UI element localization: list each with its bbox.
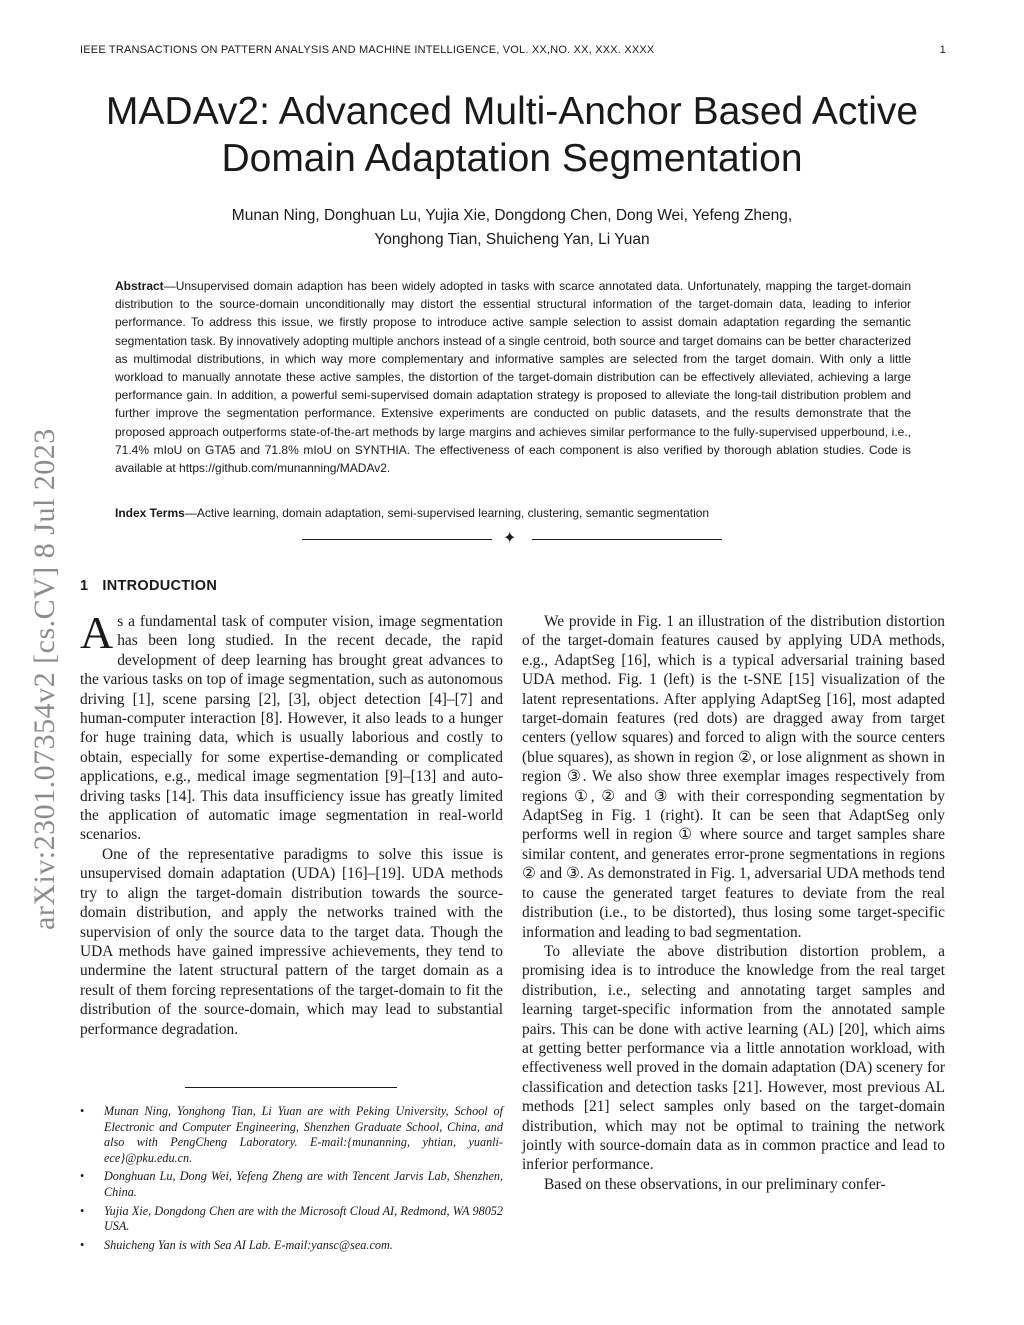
affiliation-footnotes bbox=[80, 1104, 503, 1256]
index-terms bbox=[115, 504, 911, 522]
arxiv-stamp: arXiv:2301.07354v2 [cs.CV] 8 Jul 2023 bbox=[28, 428, 61, 930]
footnote-item bbox=[80, 1238, 503, 1254]
authors-line-1: Munan Ning, Donghuan Lu, Yujia Xie, Dongdong Chen, Dong Wei, Yefeng Zheng, bbox=[231, 207, 793, 224]
footnote-item bbox=[80, 1104, 503, 1166]
footnote-item bbox=[80, 1169, 503, 1200]
section-divider bbox=[302, 529, 722, 549]
divider-line-left bbox=[302, 539, 492, 540]
right-column bbox=[522, 612, 945, 1194]
paper-title bbox=[60, 88, 964, 182]
index-terms-text: —Active learning, domain adaptation, semi-supervised learning, clustering, semantic segmentation bbox=[184, 506, 710, 520]
abstract bbox=[115, 277, 911, 477]
intro-paragraph-2: One of the representative paradigms to solve this issue is unsupervised domain adaptation (UDA) [16]–[19]. UDA methods try to align the target-domain distribution towards the source-domain distribution, and apply the networks trained with the supervision of only the source data to the target data. Though the UDA methods have gained impressive achievements, they tend to undermine the latent structural pattern of the target domain as a result of them forcing representations of the target-domain to fit the distribution of the source-domain, which may lead to substantial performance degradation. bbox=[80, 845, 503, 1038]
running-header bbox=[80, 44, 946, 62]
bullet-icon: • bbox=[80, 1203, 85, 1218]
section-title: INTRODUCTION bbox=[102, 578, 218, 594]
bullet-icon: • bbox=[80, 1169, 85, 1184]
footnote-item bbox=[80, 1204, 503, 1235]
author-list bbox=[60, 204, 964, 252]
divider-line-right bbox=[532, 539, 722, 540]
section-heading bbox=[80, 578, 217, 594]
intro-paragraph-5: Based on these observations, in our preliminary confer- bbox=[544, 1175, 886, 1193]
title-line-1: MADAv2: Advanced Multi-Anchor Based Active bbox=[105, 90, 919, 133]
drop-cap: A bbox=[80, 607, 114, 658]
divider-diamond-icon: ✦ bbox=[503, 530, 517, 547]
footnote-rule bbox=[185, 1087, 397, 1088]
abstract-label: Abstract bbox=[115, 279, 164, 293]
title-line-2: Domain Adaptation Segmentation bbox=[221, 137, 803, 180]
intro-paragraph-1 bbox=[80, 607, 503, 845]
left-column bbox=[80, 607, 503, 1039]
footnote-text: Donghuan Lu, Dong Wei, Yefeng Zheng are with Tencent Jarvis Lab, Shenzhen, China. bbox=[104, 1169, 503, 1199]
page-number: 1 bbox=[939, 44, 946, 56]
index-terms-label: Index Terms bbox=[115, 506, 185, 520]
footnote-text: Yujia Xie, Dongdong Chen are with the Microsoft Cloud AI, Redmond, WA 98052 USA. bbox=[104, 1203, 503, 1234]
bullet-icon: • bbox=[80, 1237, 85, 1252]
intro-paragraph-3: We provide in Fig. 1 an illustration of the distribution distortion of the target-domain features caused by applying UDA methods, e.g., AdaptSeg [16], which is a typical adversarial training based UDA method. Fig. 1 (left) is the t-SNE [15] visualization of the latent representations. After applying AdaptSeg [16], most adapted target-domain features (red dots) are dragged away from target centers (yellow squares) and forced to align with the source centers (blue squares), as shown in region ②, or lose alignment as shown in region ③. We also show three exemplar images respectively from regions ①, ② and ③ with their corresponding segmentation by AdaptSeg in Fig. 1 (right). It can be seen that AdaptSeg only performs well in region ① where source and target samples share similar content, and generates error-prone segmentations in regions ② and ③. As demonstrated in Fig. 1, adversarial UDA methods tend to cause the generated target features to deviate from the real distribution (i.e., to be distorted), thus losing some target-specific information and leading to bad segmentation. bbox=[522, 613, 945, 941]
footnote-text: Munan Ning, Yonghong Tian, Li Yuan are with Peking University, School of Electronic and Computer Engineering, Shenzhen Graduate School, China, and also with PengCheng Laboratory. E-mail:{munanning, yhtian, yuanli-ece}@pku.edu.cn. bbox=[104, 1104, 503, 1165]
abstract-text: —Unsupervised domain adaption has been widely adopted in tasks with scarce annotated data. Unfortunately, mapping the target-domain distribution to the source-domain unconditionally may distort the essential structural information of the target-domain data, leading to inferior performance. To address this issue, we firstly propose to introduce active sample selection to assist domain adaptation regarding the semantic segmentation task. By innovatively adopting multiple anchors instead of a single centroid, both source and target domains can be better characterized as multimodal distributions, in which way more complementary and informative samples are selected from the target domain. With only a little workload to manually annotate these active samples, the distortion of the target-domain distribution can be effectively alleviated, achieving a large performance gain. In addition, a powerful semi-supervised domain adaptation strategy is proposed to alleviate the long-tail distribution problem and further improve the segmentation performance. Extensive experiments are conducted on public datasets, and the results demonstrate that the proposed approach outperforms state-of-the-art methods by large margins and achieves similar performance to the fully-supervised upperbound, i.e., 71.4% mIoU on GTA5 and 71.8% mIoU on SYNTHIA. The effectiveness of each component is also verified by thorough ablation studies. Code is available at https://github.com/munanning/MADAv2. bbox=[115, 279, 911, 476]
journal-name: IEEE TRANSACTIONS ON PATTERN ANALYSIS AND MACHINE INTELLIGENCE, VOL. XX,NO. XX, XXX. XXXX bbox=[80, 44, 655, 56]
intro-paragraph-4: To alleviate the above distribution distortion problem, a promising idea is to introduce the knowledge from the real target distribution, i.e., selecting and annotating target samples and learning target-specific information from the annotated sample pairs. This can be done with active learning (AL) [20], which aims at getting better performance via a little annotation workload, with effectiveness well proved in the domain adaptation (DA) scenery for classification and detection tasks [21]. However, most previous AL methods [21] select samples only based on the target-domain distribution, which may not be optimal to training the network jointly with source-domain data as in common practice and lead to inferior performance. bbox=[522, 942, 945, 1174]
section-number: 1 bbox=[80, 578, 89, 594]
bullet-icon: • bbox=[80, 1104, 85, 1118]
authors-line-2: Yonghong Tian, Shuicheng Yan, Li Yuan bbox=[374, 231, 650, 248]
footnote-text: Shuicheng Yan is with Sea AI Lab. E-mail:yansc@sea.com. bbox=[104, 1237, 393, 1252]
intro-paragraph-1-text: s a fundamental task of computer vision, image segmentation has been long studied. In the recent decade, the rapid development of deep learning has brought great advances to the various tasks on top of image segmentation, such as autonomous driving [1], scene parsing [2], [3], object detection [4]–[7] and human-computer interaction [8]. However, it also leads to a hunger for huge training data, which is usually laborious and costly to obtain, especially for some expertise-demanding or complicated applications, e.g., medical image segmentation [9]–[13] and auto-driving tasks [14]. This data insufficiency issue has greatly limited the application of automatic image segmentation in real-world scenarios. bbox=[80, 613, 503, 844]
